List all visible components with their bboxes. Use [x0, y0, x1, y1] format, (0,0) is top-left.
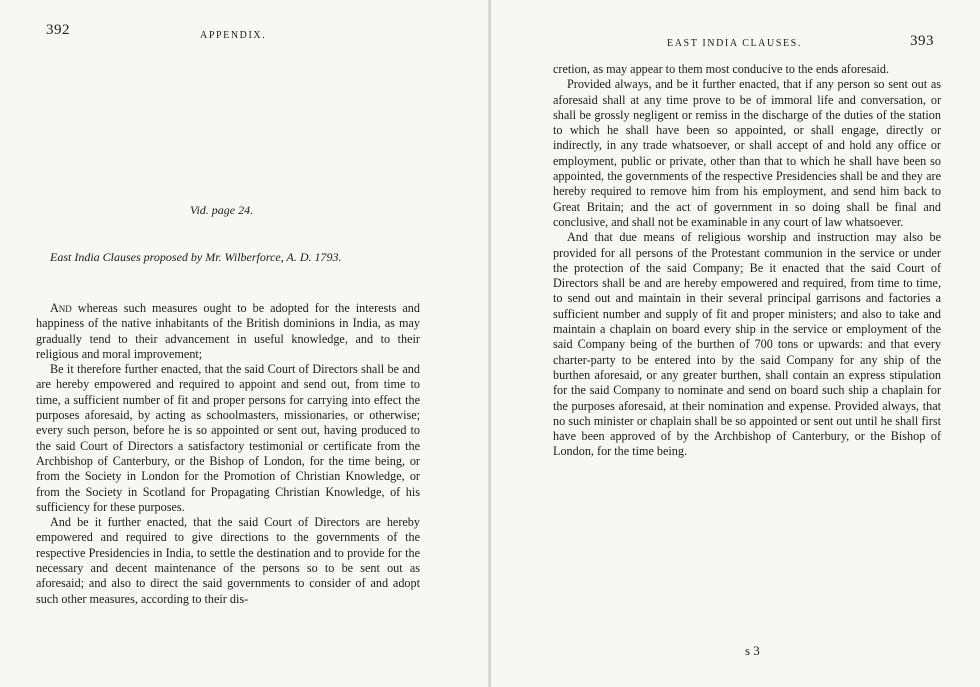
signature-mark: s 3: [745, 643, 760, 658]
right-body-text: [553, 62, 941, 460]
left-paragraph-1-rest: whereas such measures ought to be adopted for the interests and happiness of the native inhabitants of the British dominions in India, as may gradually tend to their advancement in useful knowledge, and to their religious and moral improvement;: [36, 301, 420, 361]
right-paragraph-2: Provided always, and be it further enacted, that if any person so sent out as aforesaid shall at any time prove to be of immoral life and conversation, or shall be grossly negligent or remiss in the discharge of the duties of the station to which he shall have been so appointed, or shall engage, directly or indirectly, in any trade whatsoever, or shall accept of and hold any office or employment, public or private, other than that to which he shall have been so appointed, the governments of the respective Presidencies shall be and they are hereby required to remove him from his employment, and send him back to Great Britain; and the act of government in so doing shall be final and conclusive, and shall not be examinable in any court of law whatsoever.: [553, 77, 941, 229]
right-running-head: EAST INDIA CLAUSES.: [667, 38, 802, 49]
drop-word: And: [50, 301, 72, 315]
right-paragraph-3: And that due means of religious worship and instruction may also be provided for all persons of the Protestant communion in the service or under the protection of the said Company; Be it enacted that the said Court of Directors shall be and are hereby empowered and required, from time to time, to send out and maintain in their several principal garrisons and factories a sufficient number and supply of fit and proper ministers; and also to take and maintain a chaplain on board every ship in the service or employment of the said Company being of the burthen of 700 tons or upwards: and that every charter-party to be entered into by the said Company for any ship of the burthen aforesaid, or any greater burthen, shall contain an express stipulation for the said Company to nominate and send on board such ship a chaplain for the purposes aforesaid, at their nomination and expense. Provided always, that no such minister or chaplain shall be so appointed or sent out until he shall first have been approved of by the Archbishop of Canterbury, or the Bishop of London, for the time being.: [553, 230, 941, 459]
left-paragraph-1: [36, 301, 420, 362]
right-paragraph-1: cretion, as may appear to them most conducive to the ends aforesaid.: [553, 62, 890, 76]
section-caption: East India Clauses proposed by Mr. Wilberforce, A. D. 1793.: [50, 250, 342, 264]
left-body-text: [36, 301, 420, 607]
left-running-head: APPENDIX.: [200, 30, 267, 41]
vid-note: Vid. page 24.: [190, 203, 254, 217]
left-paragraph-3: And be it further enacted, that the said Court of Directors are hereby empowered and required to give directions to the governments of the respective Presidencies in India, to settle the destination and to provide for the necessary and decent maintenance of the persons so to be sent out as aforesaid; and also to direct the said governments to consider of and adopt such other measures, according to their dis-: [36, 515, 420, 606]
left-paragraph-2: Be it therefore further enacted, that the said Court of Directors shall be and are hereby empowered and required to appoint and send out, from time to time, a sufficient number of fit and proper persons for carrying into effect the purposes aforesaid, by acting as schoolmasters, missionaries, or otherwise; every such person, before he is so appointed or sent out, having produced to the said Court of Directors a satisfactory testimonial or certificate from the Archbishop of Canterbury, or the Bishop of London, for the time being, or from the Society in London for the Promotion of Christian Knowledge, or from the Society in Scotland for Propagating Christian Knowledge, of his sufficiency for these purposes.: [36, 362, 420, 514]
right-page-number: 393: [910, 33, 934, 49]
left-page-number: 392: [46, 22, 70, 38]
left-page: [0, 0, 489, 687]
